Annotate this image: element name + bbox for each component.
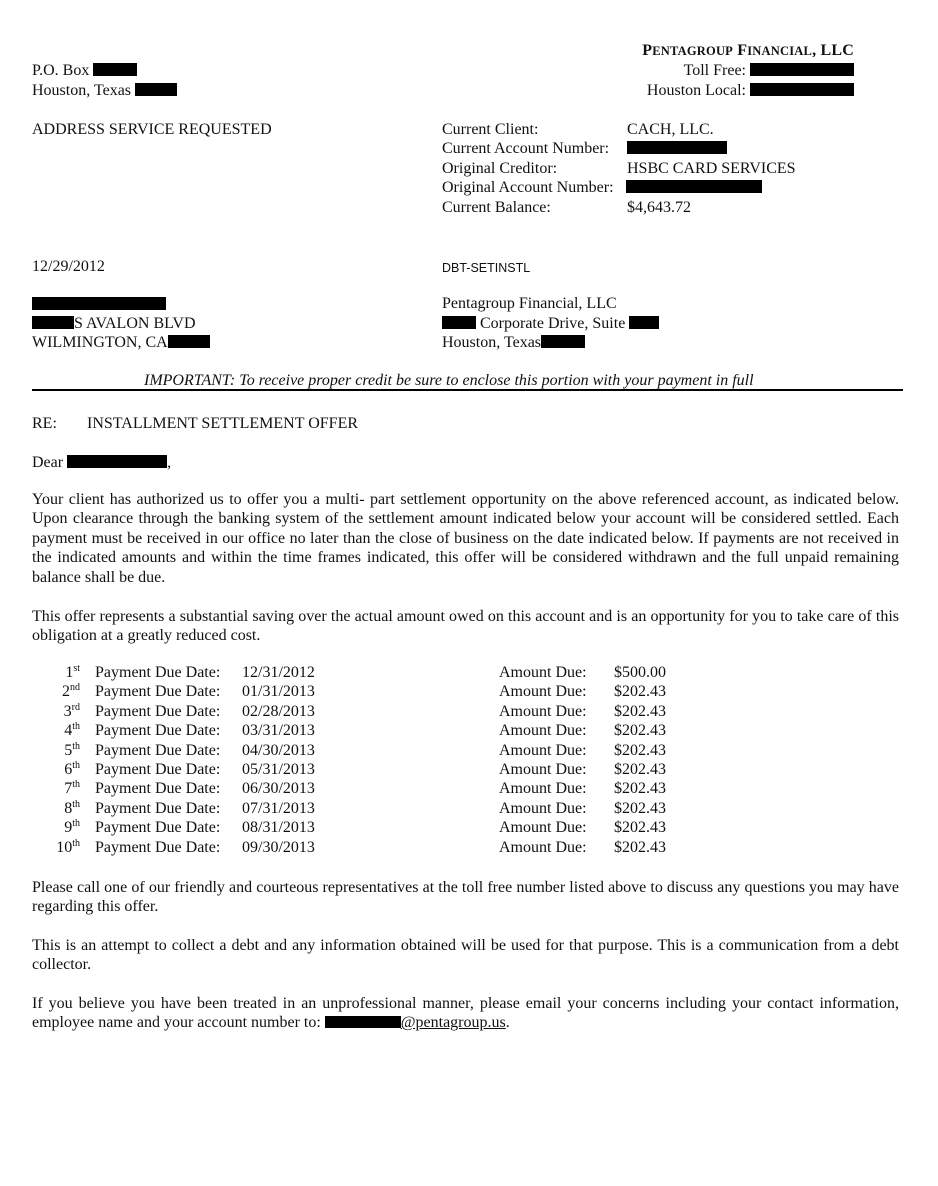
amount-due-label: Amount Due: [499, 838, 587, 856]
payment-due-label: Payment Due Date: [95, 702, 221, 720]
payment-row [0, 800, 938, 819]
payment-row [0, 839, 938, 858]
current-account-number-label: Current Account Number: [442, 140, 610, 157]
payment-due-date: 05/31/2013 [242, 761, 315, 778]
redaction-bar [67, 455, 167, 468]
redaction-bar [750, 83, 854, 96]
payment-due-date: 02/28/2013 [242, 702, 315, 720]
payment-due-date: 03/31/2013 [242, 722, 315, 740]
amount-due-label: Amount Due: [499, 702, 587, 720]
amount-due-label: Amount Due: [499, 722, 587, 740]
payment-row [0, 722, 938, 741]
payment-row [0, 761, 938, 780]
redaction-bar [627, 141, 727, 154]
re-label: RE: [32, 415, 57, 432]
sender-city: Houston, Texas [32, 81, 177, 100]
payment-ordinal: 9th [64, 818, 80, 837]
payment-due-date: 06/30/2013 [242, 780, 315, 798]
letter-code: DBT-SETINSTL [442, 261, 531, 275]
amount-due-value: $500.00 [614, 664, 666, 681]
redaction-bar [135, 83, 177, 96]
divider-rule [32, 389, 903, 391]
payment-row [0, 683, 938, 702]
toll-free-line: Toll Free: [684, 61, 854, 80]
payment-due-date: 04/30/2013 [242, 741, 315, 759]
payment-ordinal: 6th [64, 760, 80, 778]
amount-due-label: Amount Due: [499, 741, 587, 759]
payment-row [0, 664, 938, 683]
sender-po-box: P.O. Box [32, 61, 137, 80]
remit-city: Houston, Texas [442, 333, 585, 352]
amount-due-value: $202.43 [614, 799, 666, 817]
current-balance-value: $4,643.72 [627, 199, 691, 216]
amount-due-label: Amount Due: [499, 819, 587, 837]
amount-due-value: $202.43 [614, 683, 666, 701]
company-name-text: PENTAGROUP FINANCIAL, LLC [642, 42, 854, 59]
important-notice: IMPORTANT: To receive proper credit be sure to enclose this portion with your payment in full [144, 372, 754, 389]
redaction-bar [32, 316, 74, 329]
remit-name: Pentagroup Financial, LLC [442, 295, 617, 312]
paragraph-saving: This offer represents a substantial saving over the actual amount owed on this account and is an opportunity for you to take care of this obligation at a greatly reduced cost. [32, 608, 899, 645]
amount-due-value: $202.43 [614, 741, 666, 759]
current-client-value: CACH, LLC. [627, 121, 714, 138]
payment-ordinal: 5th [64, 740, 80, 759]
payment-due-label: Payment Due Date: [95, 761, 221, 778]
recipient-street: S AVALON BLVD [32, 314, 196, 333]
letter-date: 12/29/2012 [32, 258, 105, 275]
current-balance-label: Current Balance: [442, 199, 551, 216]
original-creditor-value: HSBC CARD SERVICES [627, 160, 796, 177]
payment-due-label: Payment Due Date: [95, 722, 221, 740]
re-subject: INSTALLMENT SETTLEMENT OFFER [87, 415, 359, 432]
payment-due-date: 12/31/2012 [242, 664, 315, 681]
amount-due-label: Amount Due: [499, 664, 587, 681]
payment-due-label: Payment Due Date: [95, 838, 221, 856]
amount-due-label: Amount Due: [499, 683, 587, 701]
payment-due-label: Payment Due Date: [95, 664, 221, 681]
original-account-number-value [626, 178, 762, 197]
amount-due-label: Amount Due: [499, 780, 587, 798]
payment-due-label: Payment Due Date: [95, 799, 221, 817]
redaction-bar [168, 335, 210, 348]
address-service-requested: ADDRESS SERVICE REQUESTED [32, 121, 272, 138]
payment-ordinal: 2nd [62, 682, 80, 701]
redaction-bar [442, 316, 476, 329]
payment-ordinal: 10th [56, 837, 80, 856]
redaction-bar [325, 1016, 401, 1028]
redaction-bar [626, 180, 762, 193]
recipient-city: WILMINGTON, CA [32, 333, 210, 352]
amount-due-value: $202.43 [614, 722, 666, 740]
payment-ordinal: 7th [64, 779, 80, 798]
payment-due-label: Payment Due Date: [95, 819, 221, 837]
payment-due-label: Payment Due Date: [95, 780, 221, 798]
paragraph-complaint: If you believe you have been treated in an unprofessional manner, please email your concerns including your contact information, employee name and your account number to: @pentagroup.us. [32, 995, 899, 1032]
paragraph-disclosure: This is an attempt to collect a debt and any information obtained will be used for that purpose. This is a communication from a debt collector. [32, 937, 899, 974]
payment-row [0, 742, 938, 761]
payment-due-date: 07/31/2013 [242, 799, 315, 817]
payment-due-date: 08/31/2013 [242, 819, 315, 837]
payment-due-date: 01/31/2013 [242, 683, 315, 701]
amount-due-value: $202.43 [614, 819, 666, 837]
payment-ordinal: 4th [64, 721, 80, 740]
redaction-bar [750, 63, 854, 76]
recipient-name [32, 295, 166, 314]
original-account-number-label: Original Account Number: [442, 179, 614, 196]
remit-street: Corporate Drive, Suite [442, 314, 659, 333]
amount-due-value: $202.43 [614, 761, 666, 778]
paragraph-offer: Your client has authorized us to offer you a multi- part settlement opportunity on the above referenced account, as indicated below. Upon clearance through the banking system of the settlement amount indicated below your account will be considered settled. Each payment must be received in our office no later than the close of business on the date indicated below. If payments are not received in the indicated amounts and within the time frames indicated, this offer will be considered withdrawn and the full unpaid remaining balance shall be due. [32, 491, 899, 586]
amount-due-value: $202.43 [614, 702, 666, 720]
payment-row [0, 703, 938, 722]
redaction-bar [629, 316, 659, 329]
current-client-label: Current Client: [442, 121, 539, 138]
redaction-bar [93, 63, 137, 76]
paragraph-call: Please call one of our friendly and courteous representatives at the toll free number listed above to discuss any questions you may have regarding this offer. [32, 879, 899, 916]
payment-ordinal: 3rd [63, 701, 80, 720]
payment-ordinal: 1st [65, 663, 80, 681]
payment-due-label: Payment Due Date: [95, 683, 221, 701]
amount-due-value: $202.43 [614, 838, 666, 856]
complaint-email-link[interactable]: @pentagroup.us [325, 1014, 506, 1031]
redaction-bar [541, 335, 585, 348]
houston-local-line: Houston Local: [647, 81, 854, 100]
company-name [642, 41, 854, 61]
amount-due-label: Amount Due: [499, 799, 587, 817]
current-account-number-value [627, 139, 727, 158]
amount-due-value: $202.43 [614, 780, 666, 798]
payment-due-date: 09/30/2013 [242, 838, 315, 856]
redaction-bar [32, 297, 166, 310]
amount-due-label: Amount Due: [499, 761, 587, 778]
payment-row [0, 780, 938, 799]
payment-due-label: Payment Due Date: [95, 741, 221, 759]
payment-row [0, 819, 938, 838]
payment-ordinal: 8th [64, 798, 80, 817]
original-creditor-label: Original Creditor: [442, 160, 558, 177]
salutation: Dear , [32, 454, 172, 471]
